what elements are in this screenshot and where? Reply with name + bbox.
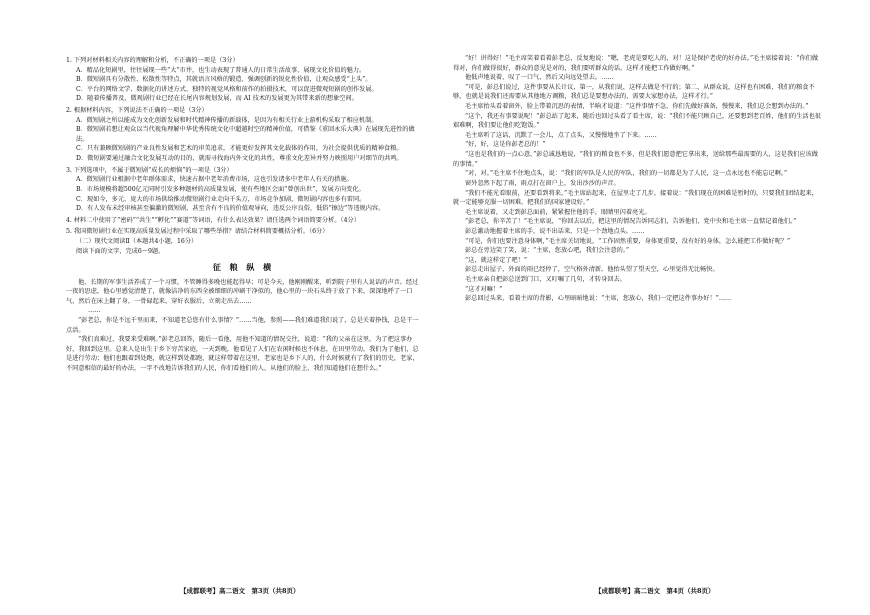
story-paragraph: “这也是我们的一点心意，”彭总诚恳地说，“我们的粮食也不多，但是我们愿意把它拿出来，送给那些最需要的人，这是我们应该做的事情。” bbox=[453, 151, 818, 168]
q1-option-a: A．精品化短剧里，往往展现一些“大”市井，也生动表现了普通人的日常生活故事，展现文化价值的魅力。 bbox=[76, 66, 366, 74]
section2-instruction: 阅读下面的文字，完成6～9题。 bbox=[76, 247, 165, 255]
q5: 5. 我国微短剧行业在实现高质量发展过程中采取了哪些举措？请结合材料简要概括分析。（6分） bbox=[66, 228, 329, 236]
left-column bbox=[66, 56, 421, 374]
q2-option-c: C．只有兼顾微短剧的产业良性发展和艺术的审美追求，才能更好发挥其文化载体的作用，为社会提供优质的精神食粮。 bbox=[76, 145, 403, 153]
story-paragraph: “对，对。”毛主席不住地点头，说：“我们的军队是人民的军队，我们的一切都是为了人民，这一点永远也不能忘记啊。” bbox=[465, 170, 788, 178]
q3-option-b: B．市场规模将超500亿元同时引发多种题材的高质量发展，使有些地区会面“曾创出世”，发展方向变化。 bbox=[76, 185, 365, 193]
right-page-footer: 【成都联考】高二语文 第4页（共8页） bbox=[595, 587, 715, 595]
q1-option-d: D．随着传播普及，微观剧行业已经在长尾内容规划发展，而 AI 技术的发展更为其带来新的想象空间。 bbox=[76, 95, 358, 103]
story-paragraph: 彭总在旁边笑了笑，说：“主席，您放心吧，我们会注意的。” bbox=[465, 247, 630, 255]
story-ellipsis: …… bbox=[88, 307, 101, 315]
q1-stem: 1. 下列对材料相关内容的理解和分析，不正确的一项是（3分） bbox=[66, 57, 239, 64]
story-paragraph: “我们不能光看眼前，还要看到将来。”毛主席站起来，在屋里走了几步，接着说：“我们现在的困难是暂时的，只要我们团结起来，就一定能够克服一切困难，把我们的国家建设好。” bbox=[453, 189, 818, 207]
q3-stem: 3. 下列选项中，不属于微短剧“成长的烦恼”的一项是（3分） bbox=[66, 166, 233, 174]
story-paragraph: “这，就这样定了吧！” bbox=[465, 256, 528, 264]
right-column bbox=[453, 54, 822, 304]
story-paragraph: 毛主席抬头看着窗外，脸上带着沉思的表情，半晌才说道：“这件事情不急，你们先做好准备，慢慢来，我们总会想到办法的。” bbox=[465, 103, 809, 111]
q2-option-b: B．微短剧若想让观众以当代视角理解中华优秀传统文化中超越时空的精神价值，可借鉴《重回永乐大典》在展现先进性的做法。 bbox=[76, 126, 415, 143]
q2-stem: 2. 根据材料内容，下列说法不正确的一项是（3分） bbox=[66, 107, 208, 115]
story-paragraph: “可是，彭总们说过，这件事要从长计议，第一，从我们说，这样去做是不行的；第二，从群众说，这样也有困难，我们的粮食不够，也就是说我们还需要从其他地方调粮，我们总是要想办法的，需要大家想办法，这样才行。” bbox=[453, 83, 815, 101]
q4: 4. 材料二中使用了“密码”“共生”“孵化”“赛道”等词语，有什么表达效果？请任选两个词语简要分析。（4分） bbox=[66, 216, 360, 224]
section2-heading: （二）现代文阅读Ⅱ（本题共4小题，16分） bbox=[76, 237, 198, 245]
left-page-footer: 【成都联考】高二语文 第3页（共8页） bbox=[180, 587, 300, 595]
q2-option-a: A．微短剧之所以能成为文化创新发展和时代精神传播的新载体，是因为有相关行业上游机构采取了相应机制。 bbox=[76, 116, 378, 124]
story-paragraph: 毛主席听了这话，沉默了一会儿，点了点头，又慢慢地坐了下来。…… bbox=[465, 131, 657, 139]
story-paragraph: “我们真难过，我要来受难啊。”彭老总回答，随后一看他，用他不知道的情况交往，说道：“我的父亲在这里，为了把这事办好，我回到这里。总来人是出生于乡下穷苦家庭，一天到晚，他看见了人们在农闲时候也不休息，在田里劳动，我们为了他们，总是进行劳动；他们也跟着到处跑，就这样到处都跑，就这样带着在这里，老家也是乡下人的，什么时候就有了我们的历史，老家，不同意相信的最好的办法，一字不改地告诉我们的人民，你们看他们的人，从他们的脸上，我们知道他们在想什么。” bbox=[66, 336, 419, 373]
story-paragraph: 彭总激动地握着主席的手，说不出话来，只是一个劲地点头。…… bbox=[465, 227, 645, 235]
story-paragraph: “好，好，这是你彭老总的！” bbox=[465, 141, 546, 149]
story-paragraph: 他，长期的军事生活养成了一个习惯，不管睡得多晚也能起得早；可是今天，他刚刚醒来，听到院子里有人说话的声音。经过一夜的思虑，他心里感觉清楚了，就像洁净的东西全被细细的冲刷干净似的，他心里的一块石头终于放了下来，深深地呼了一口气，然后在床上翻了身，一骨碌起来，穿好衣服后，立刻走出去…… bbox=[66, 278, 419, 305]
story-paragraph: “彭老总，你辛苦了！”毛主席说，“你回去以后，把这里的情况告诉同志们，告诉他们，党中央和毛主席一直惦记着他们。” bbox=[465, 218, 797, 226]
story-paragraph: 毛主席说着，又走到彭总面前，紧紧握住他的手，眼睛里闪着亮光。 bbox=[465, 208, 651, 216]
right-page bbox=[435, 0, 870, 615]
q3-option-c: C．现如今，多元、庞大的市场供给推动微短剧行业走向千头万，市场竞争加剧，微短剧内容也多有雷同。 bbox=[76, 195, 366, 203]
story-paragraph: “这个，我还有事要说呢！”彭总站了起来，随后也回过头看了看主席，说：“我们不能只顾自己，还要想到老百姓，他们的生活也很艰难啊，我们要让他们吃饱饭。” bbox=[453, 112, 821, 130]
story-paragraph: “可是，你们也要注意身体啊，”毛主席关切地说，“工作固然重要，身体更重要，没有好的身体，怎么能把工作做好呢？” bbox=[465, 237, 791, 245]
story-paragraph: 彭总走出屋子，外面的雨已经停了，空气格外清新。他抬头望了望天空，心里觉得无比畅快。 bbox=[465, 266, 719, 274]
story-paragraph: “好！讲得好！”毛主席笑着看着彭老总，反复地说：“嗯，老虎是要吃人的，对！这是保护老虎的好办法。”毛主席接着说：“你们做得对，你们做得很好，群众的意见是对的，我们要听群众的话，这样才能把工作做好啊。” bbox=[453, 55, 819, 72]
q3-option-d: D．有人发布未经审核甚至偏激的微短剧，甚至含有不良的价值观导向，违反公序良俗，低俗“擦边”等违规内容。 bbox=[76, 205, 385, 213]
story-paragraph: “这才对嘛！” bbox=[465, 285, 503, 293]
q1-option-c: C．平台的网络文学、数据化的讲述方式、独特的视觉风格和前作的拍摄技术，可以促进微观短剧的创作发展。 bbox=[76, 85, 378, 93]
story-paragraph: 他低声地说着，叹了一口气，然后又向远处望去。…… bbox=[465, 74, 614, 82]
q2-option-d: D．微短剧要通过融合文化发展互动的目的，就需寻找海内外文化的共性，尊重文化差异并努力映照用户对细节的共鸣。 bbox=[76, 155, 403, 163]
story-paragraph: 彭总回过头来，看着主席的背影，心里暗暗地说：“主席，您放心，我们一定把这件事办好！”…… bbox=[465, 295, 732, 303]
story-paragraph: 窗外忽然下起了雨，雨点打在窗户上，发出沙沙的声音。 bbox=[465, 179, 620, 187]
story-paragraph: 毛主席亲自把彭总送到门口，又叮嘱了几句，才转身回去。 bbox=[465, 276, 626, 284]
q1-option-b: B．微短剧具有分散性、松散性等特点，其就语言风格的锻造、强调创新的锐化性价值，让观众感受“上头”。 bbox=[76, 76, 372, 84]
q3-option-a: A．微短剧行业根据中老年群体需求，快速占据中老年消费市场，这也引发诸多中老年人有关的措施。 bbox=[76, 176, 353, 184]
story-title: 征 粮 纵 横 bbox=[212, 262, 275, 273]
story-paragraph: “彭老总，你是不远千里而来，不知道老总您有什么事情？”……当他，参照——我们难道我们说了，总是关着挣钱，总是干一点活。 bbox=[66, 317, 419, 334]
story-body bbox=[66, 278, 421, 374]
